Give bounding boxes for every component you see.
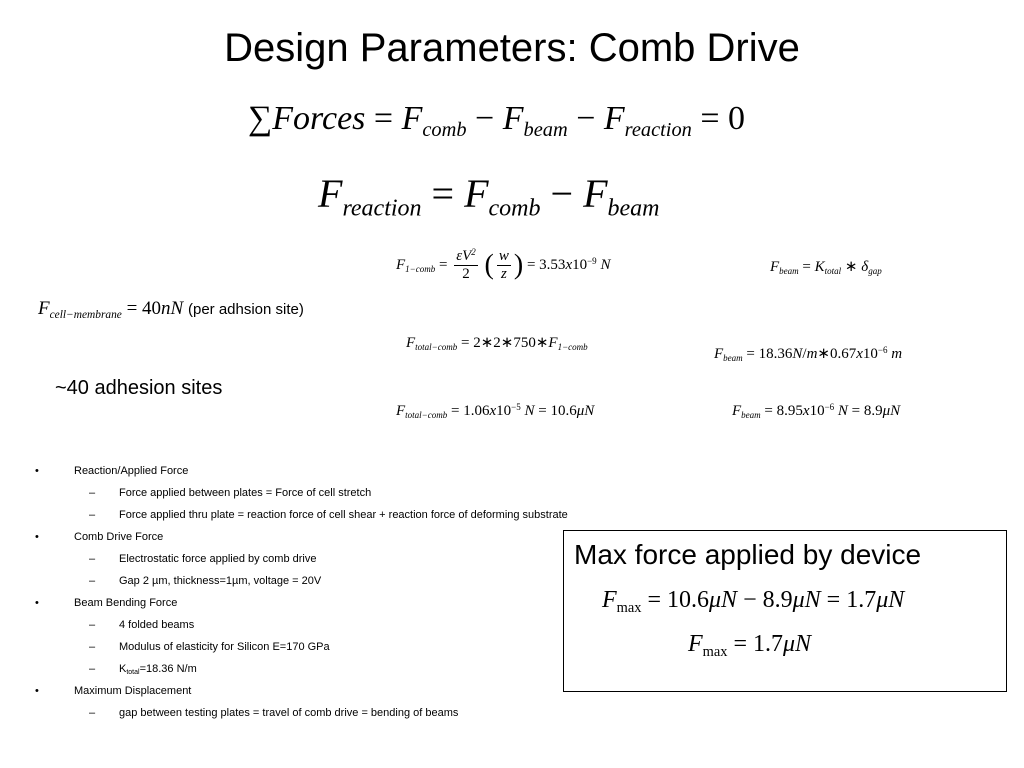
sub-bullet: – Electrostatic force applied by comb drive [89,553,317,565]
sub-bullet: – Force applied thru plate = reaction force of cell shear + reaction force of deforming substrate [89,509,568,521]
sub-bullet: – Modulus of elasticity for Silicon E=170 GPa [89,641,330,653]
bullet-comb-drive-force: • Comb Drive Force [35,531,164,543]
bullet-reaction-force: • Reaction/Applied Force [35,465,189,477]
max-force-header: Max force applied by device [574,539,922,570]
bullet-list [0,460,568,724]
f-total-comb-result: $F_{total-comb} = 1.06x10^{-5}$ N = 10.6μN [396,402,595,421]
f-beam-definition: $F_{beam} = K_{total}$ ∗ $\delta_{gap}$ [770,259,882,277]
f-beam-result: $F_{beam} = 8.95x10^{-6}$ N = 8.9μN [732,402,901,421]
adhesion-sites-text: ~40 adhesion sites [55,377,223,399]
max-force-equation: $F_{max} = 10.6\mu N - 8.9\mu N = 1.7\mu N$ [602,587,905,617]
sub-bullet: – Force applied between plates = Force of cell stretch [89,487,372,499]
bullet-maximum-displacement: • Maximum Displacement [35,685,192,697]
slide-title: Design Parameters: Comb Drive [224,26,800,70]
max-force-box [563,530,1007,692]
bullet-beam-bending-force: • Beam Bending Force [35,597,178,609]
cell-membrane-force: $F_{cell-membrane} = 40nN$ (per adhsion site) [38,298,304,321]
f-beam-values: $F_{beam}$ = $18.36N/m∗0.67x10^{-6}$ m [714,345,903,364]
per-site-note: (per adhsion site) [187,301,304,318]
max-force-result: $F_{max} = 1.7\mu N$ [688,631,812,661]
sub-bullet: – 4 folded beams [89,619,195,631]
f1-comb-equation: $F_{1-comb}$ = $\frac{\varepsilon V^2}{2}$ ( $\frac{w}{z}$ ) = $3.53x10^{-9}$ N [396,247,611,282]
sub-bullet: – gap between testing plates = travel of comb drive = bending of beams [89,707,459,719]
reaction-force-equation: $F_{reaction} = F_{comb} - F_{beam}$ [318,171,660,222]
f-total-comb-expression: $F_{total-comb}$ = $2∗2∗750∗F_{1-comb}$ [406,335,588,353]
sub-bullet-k-total: – Ktotal=18.36 N/m [89,663,197,677]
sub-bullet: – Gap 2 µm, thickness=1µm, voltage = 20V [89,575,322,587]
sum-forces-equation: ∑Forces = $F_{comb} - F_{beam} - F_{reaction} = 0$ [248,100,746,142]
